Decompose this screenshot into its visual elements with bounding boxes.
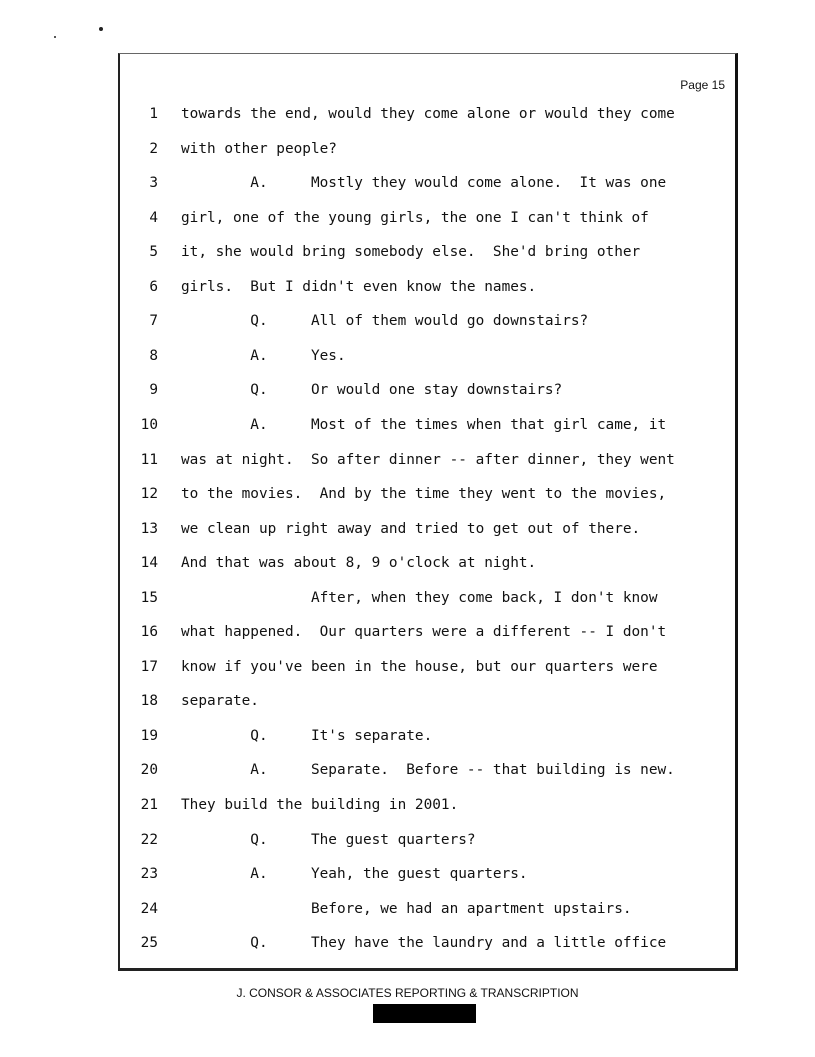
line-number: 1 bbox=[149, 106, 158, 122]
scan-speck bbox=[99, 27, 103, 31]
line-text: towards the end, would they come alone or would they come bbox=[181, 106, 675, 122]
transcript-line bbox=[120, 242, 735, 262]
transcript-line bbox=[120, 864, 735, 884]
line-text: A. Yeah, the guest quarters. bbox=[181, 866, 528, 883]
line-text: Q. It's separate. bbox=[181, 727, 433, 744]
transcript-line bbox=[120, 519, 735, 539]
line-number: 7 bbox=[149, 313, 158, 330]
line-text: Before, we had an apartment upstairs. bbox=[181, 900, 632, 917]
line-number: 14 bbox=[140, 555, 158, 572]
line-number: 22 bbox=[140, 831, 158, 848]
line-number: 2 bbox=[149, 140, 158, 157]
line-number: 17 bbox=[140, 658, 158, 675]
line-text: it, she would bring somebody else. She'd bring other bbox=[181, 244, 641, 261]
line-number: 18 bbox=[140, 693, 158, 710]
transcript-line bbox=[120, 311, 735, 331]
line-number: 24 bbox=[140, 900, 158, 917]
transcript-line bbox=[120, 208, 735, 228]
transcript-line bbox=[120, 588, 735, 608]
scan-speck bbox=[54, 36, 56, 38]
line-text: Q. The guest quarters? bbox=[181, 831, 476, 848]
line-text: we clean up right away and tried to get out of there. bbox=[181, 520, 641, 537]
line-number: 19 bbox=[140, 727, 158, 744]
line-number: 15 bbox=[140, 589, 158, 606]
line-text: Q. Or would one stay downstairs? bbox=[181, 382, 563, 399]
footer-reporter-name: J. CONSOR & ASSOCIATES REPORTING & TRANSCRIPTION bbox=[236, 986, 579, 1000]
line-text: A. Mostly they would come alone. It was one bbox=[181, 175, 667, 192]
line-number: 23 bbox=[140, 866, 158, 883]
line-number: 4 bbox=[149, 209, 158, 226]
line-text: girl, one of the young girls, the one I can't think of bbox=[181, 209, 649, 226]
transcript-line bbox=[120, 450, 735, 470]
line-number: 12 bbox=[140, 486, 158, 503]
line-number: 13 bbox=[140, 520, 158, 537]
line-text: separate. bbox=[181, 693, 259, 710]
transcript-page-frame bbox=[118, 53, 738, 971]
line-text: what happened. Our quarters were a different -- I don't bbox=[181, 624, 667, 641]
line-text: to the movies. And by the time they went to the movies, bbox=[181, 486, 667, 503]
line-text: And that was about 8, 9 o'clock at night. bbox=[181, 555, 537, 572]
line-number: 5 bbox=[149, 244, 158, 261]
line-text: A. Separate. Before -- that building is new. bbox=[181, 762, 675, 779]
line-number: 10 bbox=[140, 416, 158, 433]
line-number: 21 bbox=[140, 797, 158, 813]
transcript-line bbox=[120, 553, 735, 573]
line-number: 3 bbox=[149, 175, 158, 192]
line-number: 6 bbox=[149, 278, 158, 295]
line-number: 25 bbox=[140, 935, 158, 952]
line-text: girls. But I didn't even know the names. bbox=[181, 278, 537, 295]
transcript-line bbox=[120, 795, 735, 815]
transcript-line bbox=[120, 484, 735, 504]
line-text: Q. All of them would go downstairs? bbox=[181, 313, 589, 330]
line-number: 20 bbox=[140, 762, 158, 779]
transcript-line bbox=[120, 657, 735, 677]
transcript-line bbox=[120, 726, 735, 746]
line-number: 9 bbox=[149, 382, 158, 399]
page-number: Page 15 bbox=[680, 78, 725, 92]
line-number: 8 bbox=[149, 347, 158, 364]
line-text: know if you've been in the house, but our quarters were bbox=[181, 658, 658, 675]
transcript-line bbox=[120, 933, 735, 953]
transcript-line bbox=[120, 622, 735, 642]
line-text: with other people? bbox=[181, 140, 337, 157]
line-number: 16 bbox=[140, 624, 158, 641]
transcript-line bbox=[120, 104, 735, 124]
transcript-line bbox=[120, 380, 735, 400]
line-text: Q. They have the laundry and a little office bbox=[181, 935, 667, 952]
line-number: 11 bbox=[140, 451, 158, 468]
transcript-line bbox=[120, 899, 735, 919]
transcript-line bbox=[120, 830, 735, 850]
transcript-line bbox=[120, 173, 735, 193]
line-text: After, when they come back, I don't know bbox=[181, 589, 658, 606]
transcript-line bbox=[120, 139, 735, 159]
transcript-line bbox=[120, 277, 735, 297]
transcript-line bbox=[120, 760, 735, 780]
redaction-bar bbox=[373, 1004, 476, 1023]
line-text: A. Yes. bbox=[181, 347, 346, 364]
transcript-line bbox=[120, 691, 735, 711]
line-text: A. Most of the times when that girl came, it bbox=[181, 416, 667, 433]
transcript-line bbox=[120, 346, 735, 366]
line-text: was at night. So after dinner -- after dinner, they went bbox=[181, 451, 675, 468]
line-text: They build the building in 2001. bbox=[181, 797, 459, 813]
transcript-line bbox=[120, 415, 735, 435]
